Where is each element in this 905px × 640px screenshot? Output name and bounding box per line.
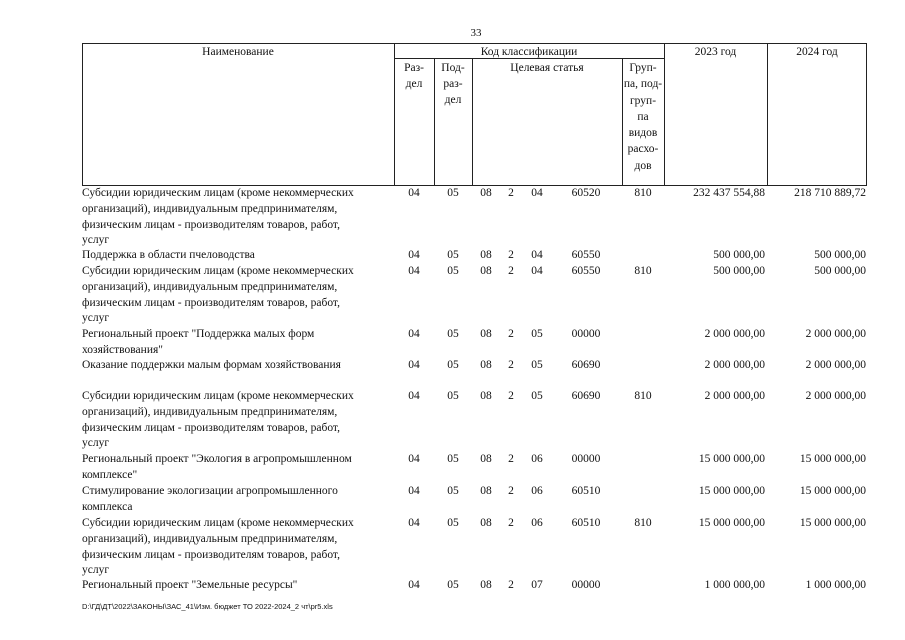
- cell-t4: 60690: [571, 390, 601, 402]
- cell-t1: 08: [480, 328, 492, 340]
- header-target: Целевая статья: [510, 62, 584, 74]
- row-name: Региональный проект "Земельные ресурсы": [82, 579, 298, 591]
- cell-v2: 2 000 000,00: [805, 390, 866, 402]
- cell-p: 05: [447, 579, 459, 591]
- cell-t3: 07: [531, 579, 543, 591]
- cell-r: 04: [408, 328, 420, 340]
- cell-t2: 2: [508, 453, 514, 465]
- page-number: 33: [470, 27, 482, 39]
- header-name: Наименование: [202, 46, 274, 58]
- header-code: Код классификации: [480, 46, 578, 58]
- cell-v2: 1 000 000,00: [805, 579, 866, 591]
- row-name: Субсидии юридическим лицам (кроме некоммерческих организаций), индивидуальным предпринимателям, физическим лицам - производителям товаров, работ, услуг: [82, 390, 354, 450]
- cell-t1: 08: [480, 359, 492, 371]
- cell-v2: 218 710 889,72: [794, 187, 866, 199]
- cell-v1: 500 000,00: [713, 265, 765, 277]
- cell-t1: 08: [480, 187, 492, 199]
- cell-v1: 15 000 000,00: [698, 485, 765, 497]
- header-2023: 2023 год: [694, 46, 737, 58]
- cell-t3: 04: [531, 265, 543, 277]
- cell-t3: 05: [531, 359, 543, 371]
- cell-t1: 08: [480, 517, 492, 529]
- cell-g: 810: [634, 265, 652, 277]
- cell-t2: 2: [508, 328, 514, 340]
- row-name: Субсидии юридическим лицам (кроме некоммерческих организаций), индивидуальным предпринимателям, физическим лицам - производителям товаров, работ, услуг: [82, 187, 354, 247]
- cell-t1: 08: [480, 453, 492, 465]
- cell-v2: 15 000 000,00: [799, 517, 866, 529]
- cell-p: 05: [447, 265, 459, 277]
- cell-v2: 500 000,00: [814, 249, 866, 261]
- cell-p: 05: [447, 359, 459, 371]
- cell-t4: 60690: [571, 359, 601, 371]
- cell-t4: 60520: [571, 187, 601, 199]
- cell-r: 04: [408, 453, 420, 465]
- row-name: Поддержка в области пчеловодства: [82, 249, 255, 261]
- cell-v1: 2 000 000,00: [704, 359, 765, 371]
- cell-t2: 2: [508, 579, 514, 591]
- cell-t1: 08: [480, 485, 492, 497]
- row-name: Региональный проект "Поддержка малых форм хозяйствования": [82, 328, 315, 356]
- cell-t2: 2: [508, 517, 514, 529]
- cell-r: 04: [408, 485, 420, 497]
- cell-t4: 60510: [571, 485, 601, 497]
- cell-r: 04: [408, 579, 420, 591]
- cell-t2: 2: [508, 359, 514, 371]
- cell-t3: 04: [531, 249, 543, 261]
- cell-t4: 60550: [571, 265, 601, 277]
- cell-t1: 08: [480, 249, 492, 261]
- cell-r: 04: [408, 359, 420, 371]
- row-name: Стимулирование экологизации агропромышленного комплекса: [82, 485, 338, 513]
- cell-p: 05: [447, 485, 459, 497]
- cell-t2: 2: [508, 249, 514, 261]
- cell-v1: 15 000 000,00: [698, 517, 765, 529]
- row-name: Оказание поддержки малым формам хозяйствования: [82, 359, 341, 371]
- cell-v1: 2 000 000,00: [704, 390, 765, 402]
- cell-g: 810: [634, 390, 652, 402]
- header-razdel: Раз- дел: [404, 62, 424, 90]
- cell-p: 05: [447, 453, 459, 465]
- row-name: Субсидии юридическим лицам (кроме некоммерческих организаций), индивидуальным предпринимателям, физическим лицам - производителям товаров, работ, услуг: [82, 517, 354, 577]
- cell-r: 04: [408, 517, 420, 529]
- cell-g: 810: [634, 187, 652, 199]
- header-group: Груп- па, под- груп- па видов расхо- дов: [623, 62, 663, 172]
- cell-t2: 2: [508, 485, 514, 497]
- cell-v2: 15 000 000,00: [799, 485, 866, 497]
- cell-v2: 15 000 000,00: [799, 453, 866, 465]
- header-2024: 2024 год: [796, 46, 838, 58]
- cell-g: 810: [634, 517, 652, 529]
- cell-t2: 2: [508, 187, 514, 199]
- file-path-footer: D:\ГД\ДТ\2022\ЗАКОНЫ\ЗАС_41\Изм. бюджет ТО 2022-2024_2 чт\pr5.xls: [82, 602, 333, 611]
- cell-t4: 60550: [571, 249, 601, 261]
- cell-t1: 08: [480, 390, 492, 402]
- row-name: Региональный проект "Экология в агропромышленном комплексе": [82, 453, 352, 481]
- cell-t3: 04: [531, 187, 543, 199]
- cell-v1: 500 000,00: [713, 249, 765, 261]
- cell-p: 05: [447, 187, 459, 199]
- header-podrazdel: Под- раз- дел: [441, 62, 465, 106]
- cell-r: 04: [408, 265, 420, 277]
- cell-t3: 05: [531, 328, 543, 340]
- cell-t4: 00000: [571, 328, 601, 340]
- cell-t1: 08: [480, 579, 492, 591]
- cell-p: 05: [447, 517, 459, 529]
- cell-t3: 06: [531, 517, 543, 529]
- cell-v1: 2 000 000,00: [704, 328, 765, 340]
- cell-v1: 15 000 000,00: [698, 453, 765, 465]
- cell-r: 04: [408, 249, 420, 261]
- cell-t2: 2: [508, 390, 514, 402]
- cell-t3: 06: [531, 453, 543, 465]
- cell-t4: 00000: [571, 579, 601, 591]
- cell-v2: 2 000 000,00: [805, 359, 866, 371]
- row-name: Субсидии юридическим лицам (кроме некоммерческих организаций), индивидуальным предпринимателям, физическим лицам - производителям товаров, работ, услуг: [82, 265, 354, 325]
- cell-v2: 500 000,00: [814, 265, 866, 277]
- cell-v1: 1 000 000,00: [704, 579, 765, 591]
- cell-v1: 232 437 554,88: [693, 187, 765, 199]
- cell-p: 05: [447, 328, 459, 340]
- cell-r: 04: [408, 390, 420, 402]
- cell-p: 05: [447, 249, 459, 261]
- cell-t1: 08: [480, 265, 492, 277]
- cell-t3: 06: [531, 485, 543, 497]
- cell-t4: 00000: [571, 453, 601, 465]
- cell-p: 05: [447, 390, 459, 402]
- cell-t4: 60510: [571, 517, 601, 529]
- cell-v2: 2 000 000,00: [805, 328, 866, 340]
- cell-t3: 05: [531, 390, 543, 402]
- cell-t2: 2: [508, 265, 514, 277]
- cell-r: 04: [408, 187, 420, 199]
